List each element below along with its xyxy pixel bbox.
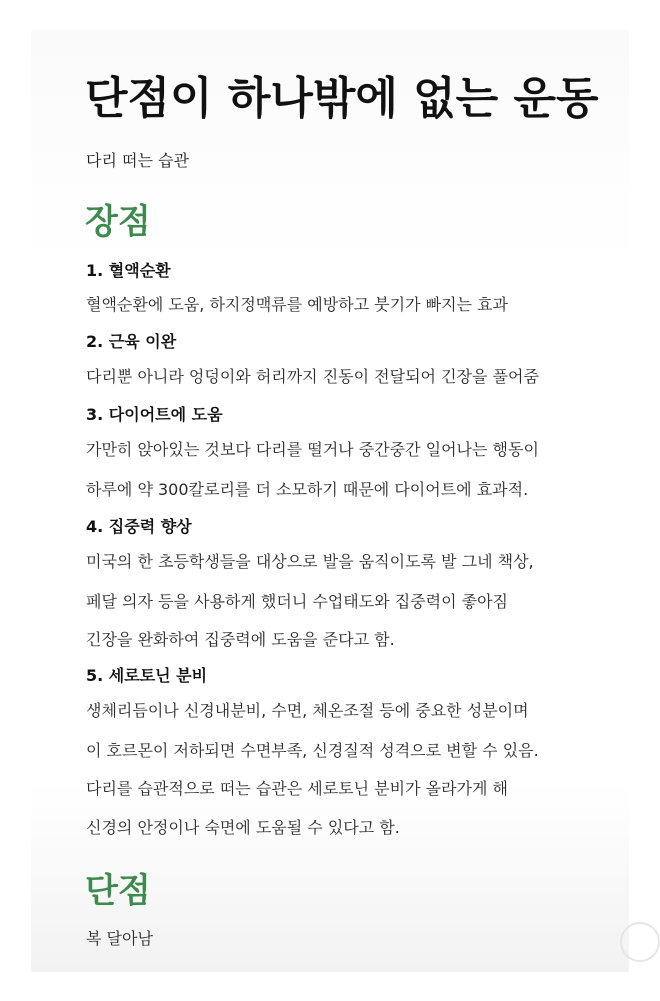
pro-item-4-line-2: 페달 의자 등을 사용하게 했더니 수업태도와 집중력이 좋아짐 bbox=[86, 592, 509, 611]
pro-item-4-line-3: 긴장을 완화하여 집중력에 도움을 준다고 함. bbox=[86, 630, 395, 649]
pro-item-5-line-1: 생체리듬이나 신경내분비, 수면, 체온조절 등에 중요한 성분이며 bbox=[86, 701, 529, 720]
pro-item-2-line-1: 다리뿐 아니라 엉덩이와 허리까지 진동이 전달되어 긴장을 풀어줌 bbox=[86, 367, 539, 386]
pro-item-5-line-2: 이 호르몬이 저하되면 수면부족, 신경질적 성격으로 변할 수 있음. bbox=[86, 741, 539, 760]
pro-item-4-title: 4. 집중력 향상 bbox=[86, 517, 192, 536]
pro-item-3-line-2: 하루에 약 300칼로리를 더 소모하기 때문에 다이어트에 효과적. bbox=[86, 480, 529, 499]
main-title: 단점이 하나밖에 없는 운동 bbox=[85, 73, 599, 124]
subtitle: 다리 떠는 습관 bbox=[86, 151, 189, 170]
pro-item-5-line-3: 다리를 습관적으로 떠는 습관은 세로토닌 분비가 올라가게 해 bbox=[86, 779, 509, 798]
pro-item-5-title: 5. 세로토닌 분비 bbox=[86, 666, 208, 685]
pros-heading: 장점 bbox=[85, 202, 151, 242]
corner-circle-decoration bbox=[620, 922, 660, 962]
pro-item-5-line-4: 신경의 안정이나 숙면에 도움될 수 있다고 함. bbox=[86, 818, 400, 837]
con-item-1: 복 달아남 bbox=[86, 929, 153, 948]
pro-item-1-line-1: 혈액순환에 도움, 하지정맥류를 예방하고 붓기가 빠지는 효과 bbox=[86, 295, 509, 314]
pro-item-1-title: 1. 혈액순환 bbox=[86, 261, 171, 280]
pro-item-3-line-1: 가만히 앉아있는 것보다 다리를 떨거나 중간중간 일어나는 행동이 bbox=[86, 440, 539, 459]
pro-item-3-title: 3. 다이어트에 도움 bbox=[86, 405, 223, 424]
pro-item-2-title: 2. 근육 이완 bbox=[86, 332, 177, 351]
cons-heading: 단점 bbox=[85, 871, 151, 911]
pro-item-4-line-1: 미국의 한 초등학생들을 대상으로 발을 움직이도록 발 그네 책상, bbox=[86, 552, 534, 571]
